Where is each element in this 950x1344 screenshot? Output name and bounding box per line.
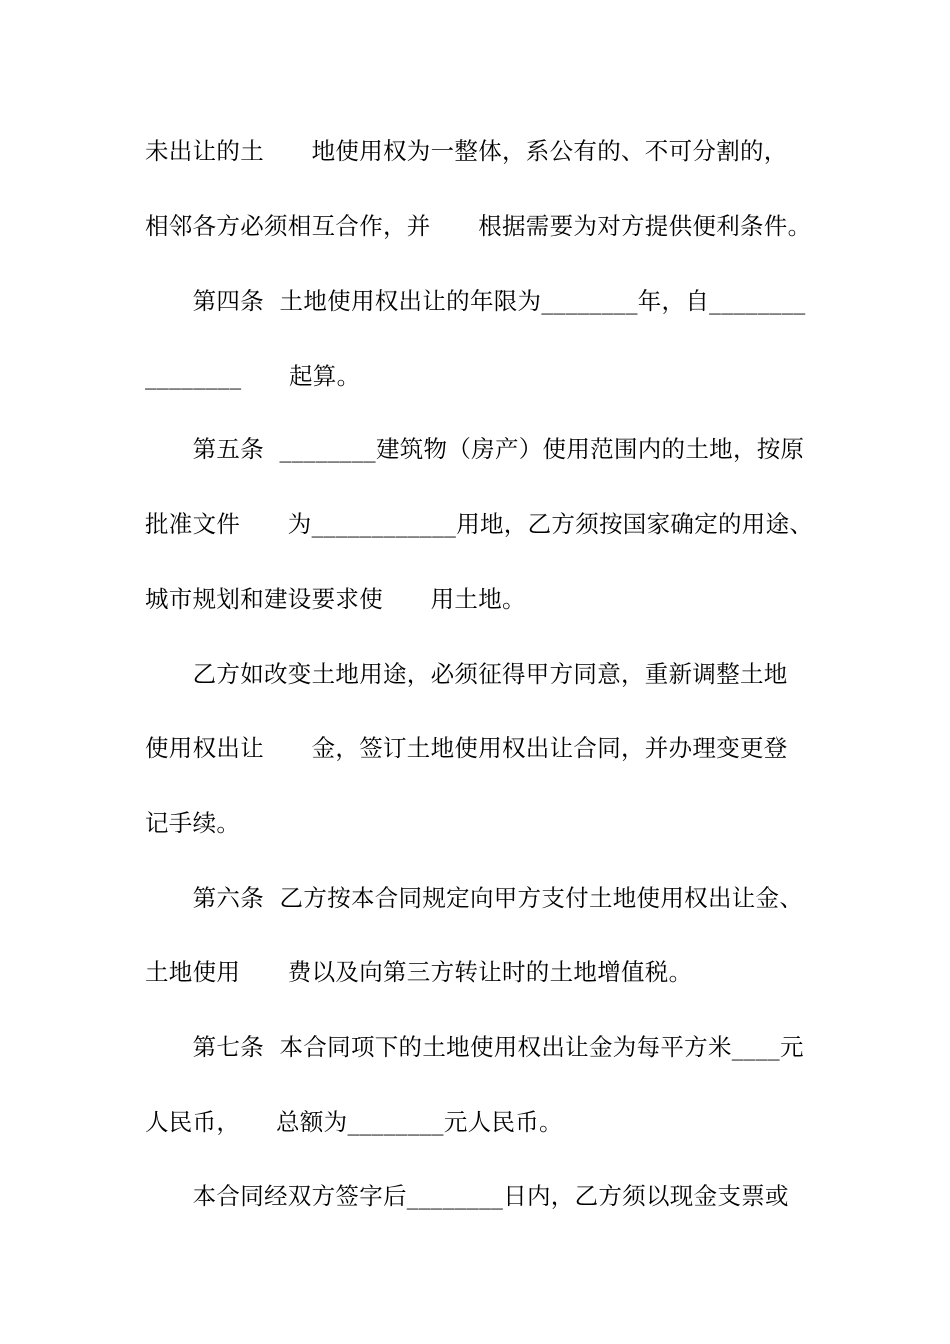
text-line: 使用权出让 金，签订土地使用权出让合同，并办理变更登 — [145, 734, 788, 762]
text-line: 相邻各方必须相互合作，并 根据需要为对方提供便利条件。 — [145, 212, 812, 240]
text-line: 城市规划和建设要求使 用土地。 — [145, 585, 526, 613]
text-line: 本合同经双方签字后________日内，乙方须以现金支票或 — [145, 1182, 789, 1210]
text-line: 土地使用 费以及向第三方转让时的土地增值税。 — [145, 958, 693, 986]
text-line: 第四条 土地使用权出让的年限为________年，自________ — [145, 287, 806, 315]
text-line: 第五条 ________建筑物（房产）使用范围内的土地，按原 — [145, 435, 805, 463]
text-line: 第七条 本合同项下的土地使用权出让金为每平方米____元 — [145, 1033, 804, 1061]
text-line: 第六条 乙方按本合同规定向甲方支付土地使用权出让金、 — [145, 884, 804, 912]
text-line: 未出让的土 地使用权为一整体，系公有的、不可分割的， — [145, 137, 788, 165]
text-line: 记手续。 — [145, 809, 241, 837]
text-line: 乙方如改变土地用途，必须征得甲方同意，重新调整土地 — [145, 660, 788, 688]
text-line: ________ 起算。 — [145, 362, 361, 390]
text-line: 批准文件 为____________用地，乙方须按国家确定的用途、 — [145, 510, 814, 538]
text-line: 人民币， 总额为________元人民币。 — [145, 1108, 563, 1136]
